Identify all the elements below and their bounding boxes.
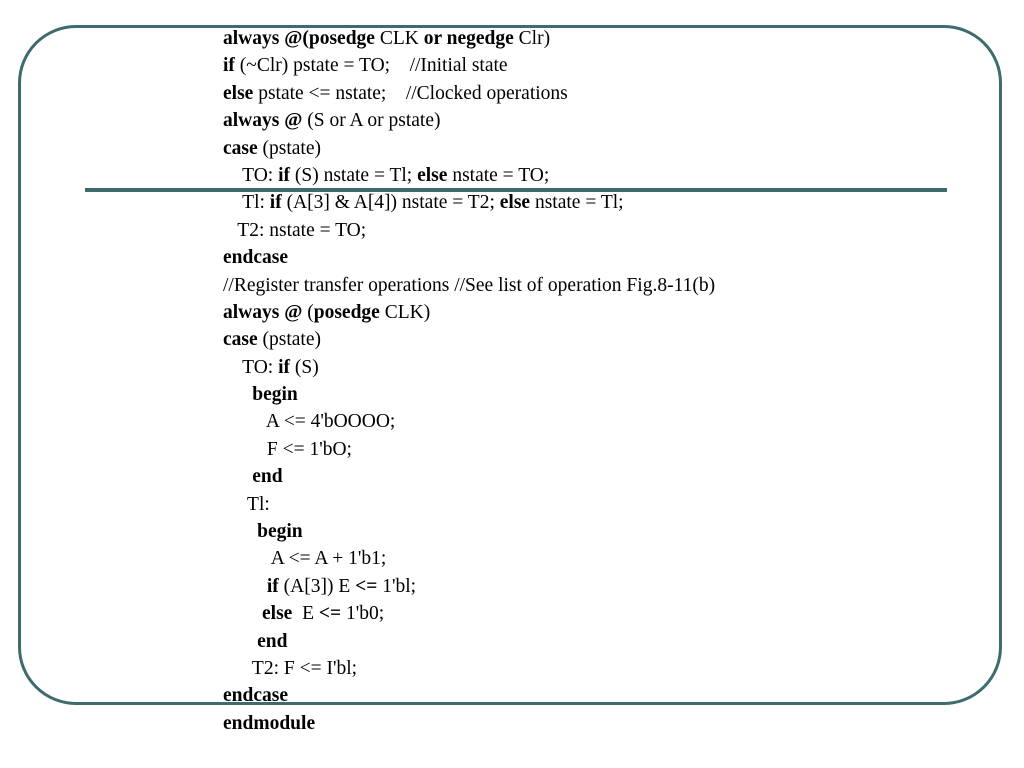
code-keyword: if <box>278 164 291 186</box>
code-keyword: or negedge <box>423 28 514 49</box>
code-line <box>223 189 715 216</box>
code-line <box>223 135 715 162</box>
code-text: 1'bl; <box>377 575 417 597</box>
code-keyword: if <box>266 575 279 597</box>
code-text: E <box>292 603 319 625</box>
code-text: T2: nstate = TO; <box>237 219 367 241</box>
code-line <box>223 272 715 299</box>
code-text: (pstate) <box>257 329 322 351</box>
code-line <box>223 463 715 490</box>
code-text: (A[3]) E <box>278 575 356 597</box>
code-text: Tl: <box>242 192 270 214</box>
code-keyword: else <box>499 192 531 214</box>
code-text: Tl: <box>247 493 270 515</box>
code-line <box>223 491 715 518</box>
code-text: (S) nstate = Tl; <box>290 164 418 186</box>
code-indent <box>223 192 242 213</box>
code-line <box>223 655 715 682</box>
code-text: TO: <box>242 356 279 378</box>
code-keyword: begin <box>257 521 303 543</box>
code-keyword: <= <box>355 575 378 597</box>
code-line <box>223 518 715 545</box>
code-indent <box>223 384 252 405</box>
code-text: CLK <box>374 28 424 49</box>
code-indent <box>223 466 252 487</box>
code-text: (S) <box>290 356 319 378</box>
code-indent <box>223 220 237 241</box>
code-indent <box>223 357 242 378</box>
code-indent <box>223 576 267 597</box>
code-indent <box>223 494 247 515</box>
code-line <box>223 25 715 52</box>
code-keyword: begin <box>252 384 298 406</box>
code-indent <box>223 165 242 186</box>
code-line <box>223 217 715 244</box>
code-text: //Register transfer operations //See list of operation Fig.8-11(b) <box>223 274 716 296</box>
code-line <box>223 600 715 627</box>
code-keyword: posedge <box>308 28 375 49</box>
code-text: Clr) <box>513 28 551 49</box>
code-text: CLK) <box>379 301 431 323</box>
code-indent <box>223 521 257 542</box>
code-text: nstate = Tl; <box>530 192 624 214</box>
verilog-code-block <box>223 25 715 737</box>
code-text: (A[3] & A[4]) nstate = T2; <box>281 192 500 214</box>
code-line <box>223 107 715 134</box>
code-text: nstate = TO; <box>447 164 550 186</box>
code-text: ( <box>302 301 314 323</box>
code-text: F <= 1'bO; <box>266 438 352 460</box>
code-keyword: if <box>223 55 235 77</box>
code-line <box>223 628 715 655</box>
code-indent <box>223 411 266 432</box>
code-line <box>223 408 715 435</box>
code-line <box>223 354 715 381</box>
code-line <box>223 326 715 353</box>
code-line <box>223 710 715 737</box>
code-keyword: always @( <box>223 28 309 49</box>
code-indent <box>223 658 252 679</box>
code-indent <box>223 548 271 569</box>
code-text: A <= 4'bOOOO; <box>265 411 396 433</box>
code-keyword: end <box>252 466 283 488</box>
code-keyword: if <box>278 356 291 378</box>
code-keyword: endcase <box>223 247 288 269</box>
code-keyword: case <box>223 137 258 159</box>
code-keyword: case <box>223 329 258 351</box>
code-line <box>223 80 715 107</box>
code-keyword: end <box>257 630 288 652</box>
code-keyword: endmodule <box>223 712 316 734</box>
code-keyword: else <box>417 164 448 186</box>
code-text: 1'b0; <box>341 603 385 625</box>
code-keyword: else <box>223 82 254 104</box>
code-text: (~Clr) pstate = TO; //Initial state <box>234 55 508 77</box>
code-line <box>223 573 715 600</box>
code-text: T2: F <= I'bl; <box>251 657 358 679</box>
code-indent <box>223 603 262 624</box>
code-keyword: always @ <box>223 301 303 323</box>
code-text: TO: <box>242 164 279 186</box>
code-text: A <= A + 1'b1; <box>270 548 387 570</box>
code-line <box>223 52 715 79</box>
code-keyword: <= <box>318 603 342 625</box>
code-keyword: endcase <box>223 685 288 707</box>
code-line <box>223 244 715 271</box>
code-text: (S or A or pstate) <box>302 110 441 132</box>
code-keyword: always @ <box>223 110 303 132</box>
code-line <box>223 436 715 463</box>
code-line <box>223 381 715 408</box>
code-keyword: posedge <box>313 301 380 323</box>
code-line <box>223 162 715 189</box>
code-keyword: else <box>262 603 293 625</box>
code-line <box>223 682 715 709</box>
code-keyword: if <box>269 192 282 214</box>
code-line <box>223 299 715 326</box>
code-text: (pstate) <box>257 137 322 159</box>
code-line <box>223 545 715 572</box>
code-indent <box>223 631 257 652</box>
code-text: pstate <= nstate; //Clocked operations <box>253 82 568 104</box>
code-indent <box>223 439 267 460</box>
